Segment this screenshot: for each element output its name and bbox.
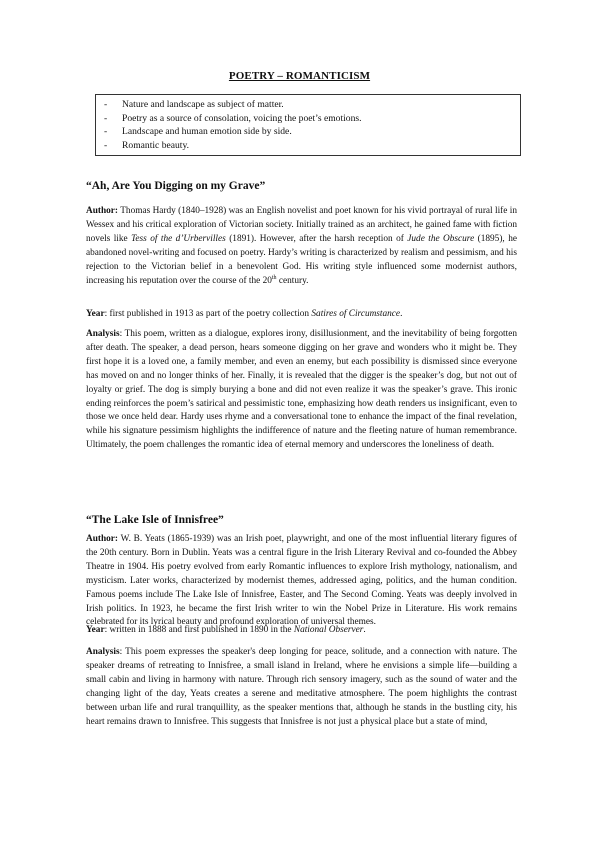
collection-title: Satires of Circumstance (311, 309, 401, 319)
analysis-label: Analysis (86, 329, 120, 339)
poem1-heading: “Ah, Are You Digging on my Grave” (86, 180, 266, 192)
poem1-year-paragraph (86, 308, 517, 322)
author-text: century. (276, 275, 309, 286)
author-text: Thomas Hardy (1840–1928) was an English novelist and poet known for his vivid portrayal of rural life in Wessex and his critical exploration of Victorian society. Initially trained as an architect, he gained fame with fiction novels like (86, 206, 517, 244)
year-text: : first published in 1913 as part of the poetry collection (104, 309, 312, 319)
publication-title: National Observer (293, 625, 364, 635)
author-label: Author: (86, 534, 119, 544)
poem2-year-paragraph (86, 624, 517, 638)
summary-item (104, 139, 514, 153)
summary-list (104, 98, 514, 152)
summary-item (104, 125, 514, 139)
bullet-dash: - (104, 112, 108, 124)
page-title: POETRY – ROMANTICISM (228, 70, 371, 82)
analysis-label: Analysis (86, 647, 120, 657)
summary-item (104, 98, 514, 112)
author-text: (1891). However, after the harsh reception of (225, 233, 408, 244)
author-text: (1895), he abandoned novel-writing and focused on poetry. Hardy’s writing is characterized by realism and pessimism, and his rejection to the Victorian belief in a benevolent God. His writing style influenced some modernist authors, increasing his reputation over the course of the 20 (86, 233, 517, 286)
poem1-analysis-paragraph (86, 328, 517, 453)
summary-item-text: Landscape and human emotion side by side. (122, 126, 292, 137)
summary-box (95, 94, 521, 156)
bullet-dash: - (104, 139, 108, 151)
superscript: th (271, 274, 277, 281)
year-text: : written in 1888 and first published in 1890 in the (104, 625, 294, 635)
year-text: . (363, 625, 366, 635)
analysis-text: : This poem expresses the speaker's deep longing for peace, solitude, and a connection with nature. The speaker dreams of retreating to Innisfree, a small island in Ireland, where he envisions a simple life—building a small cabin and living in harmony with nature. Through rich sensory imagery, such as the sound of water and the changing light of the day, Yeats creates a serene and meditative atmosphere. The poem highlights the contrast between urban life and rural tranquillity, as the speaker mentions that, although he stands in the bustling city, his heart remains drawn to Innisfree. This suggests that Innisfree is not just a physical place but a state of mind, (86, 647, 517, 727)
poem2-analysis-paragraph (86, 646, 517, 729)
book-title: Jude the Obscure (407, 233, 475, 244)
poem2-heading: “The Lake Isle of Innisfree” (86, 514, 224, 526)
year-label: Year (86, 309, 105, 319)
author-label: Author: (86, 206, 119, 216)
poem2-author-paragraph (86, 533, 517, 630)
summary-item-text: Poetry as a source of consolation, voicing the poet’s emotions. (122, 112, 362, 124)
bullet-dash: - (104, 99, 108, 110)
summary-item-text: Romantic beauty. (122, 139, 190, 151)
summary-item (104, 112, 514, 126)
bullet-dash: - (104, 126, 108, 137)
summary-item-text: Nature and landscape as subject of matter. (122, 99, 284, 110)
year-label: Year (86, 625, 105, 635)
author-text: W. B. Yeats (1865-1939) was an Irish poet, playwright, and one of the most influential literary figures of the 20th century. Born in Dublin. Yeats was a central figure in the Irish Literary Revival and co-founded the Abbey Theatre in 1904. His poetry evolved from early Romantic influences to explore Irish mythology, nationalism, and mysticism. Later works, characterized by modernist themes, addressed aging, politics, and the human condition. Famous poems include The Lake Isle of Innisfree, Easter, and The Second Coming. Yeats was deeply involved in Irish politics. In 1923, he became the first Irish writer to win the Nobel Prize in Literature. His work remains celebrated for its lyrical beauty and profound exploration of universal themes. (86, 534, 517, 628)
year-text: . (400, 309, 403, 319)
analysis-text: : This poem, written as a dialogue, explores irony, disillusionment, and the inevitability of being forgotten after death. The speaker, a dead person, hears someone digging on her grave and wonders who it might be. They first hope it is a loved one, a family member, and even an enemy, but each possibility is dismissed since everyone has moved on and no longer thinks of her. Finally, it is revealed that the digger is the speaker’s dog, but not out of loyalty or grief. The dog is simply burying a bone and did not even realize it was the speaker’s grave. This ironic ending reinforces the poem’s satirical and pessimistic tone, emphasizing how death renders us insignificant, even to those we once held dear. Hardy uses rhyme and a conversational tone to enhance the impact of the final revelation, while his signature pessimism highlights the indifference of nature and the fleeting nature of human remembrance. Ultimately, the poem challenges the romantic idea of eternal memory and underscores the loneliness of death. (86, 329, 517, 451)
book-title: Tess of the d’Urbervilles (131, 233, 226, 244)
poem1-author-paragraph (86, 205, 517, 288)
